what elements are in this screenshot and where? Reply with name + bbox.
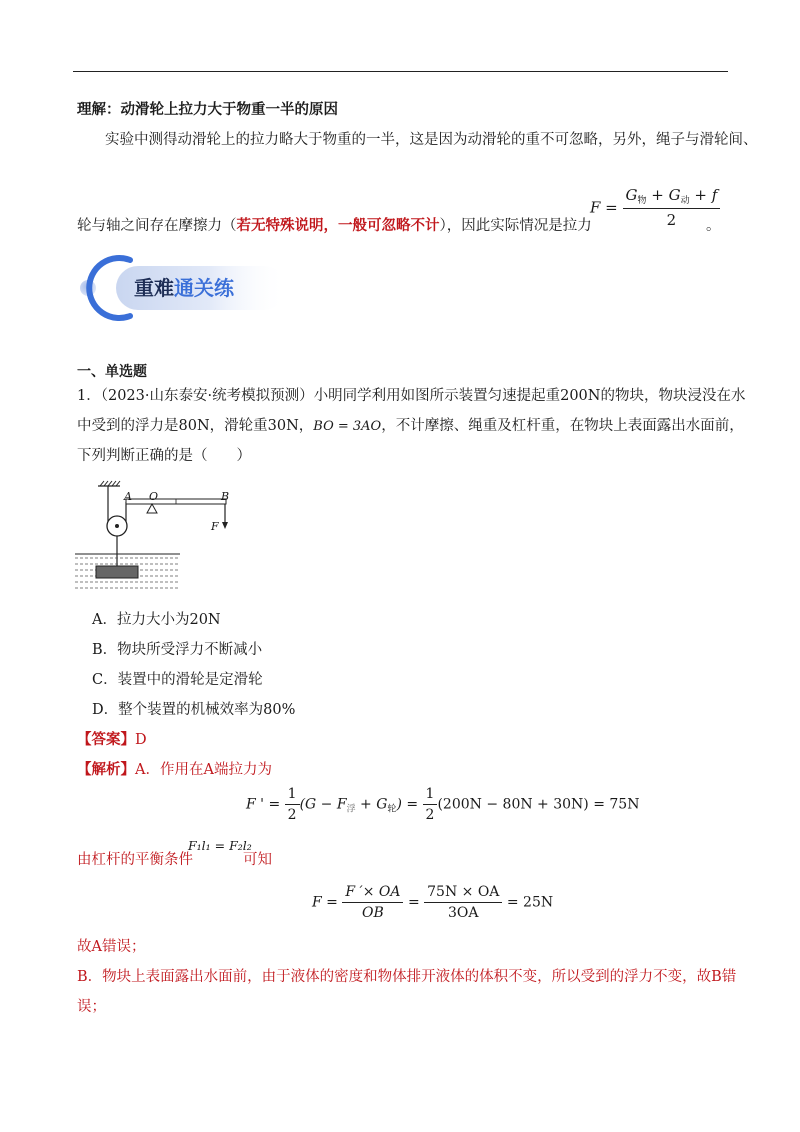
line2-post: ），因此实际情况是拉力 (439, 218, 592, 234)
frac-denominator: 2 (287, 807, 297, 823)
frac-denominator: 3OA (448, 905, 479, 921)
question-line1 (77, 386, 745, 406)
eq1-close: ) = (396, 796, 419, 813)
eq1-half (285, 786, 300, 823)
analysis-label: 【解析】 (77, 761, 135, 778)
frac-denominator: OB (362, 905, 384, 921)
plus-sign: + (646, 186, 669, 204)
plus-sign: + (689, 186, 712, 204)
header-rule (73, 71, 728, 72)
understanding-heading: 理解：动滑轮上拉力大于物重一半的原因 (77, 101, 338, 118)
answer-line (77, 730, 147, 750)
line2-pre: 轮与轴之间存在摩擦力（ (77, 218, 237, 234)
frac-numerator: 1 (285, 786, 300, 805)
lever-pulley-figure (70, 478, 240, 593)
frac-numerator: 75N × OA (424, 884, 502, 903)
frac-denominator: 2 (425, 807, 435, 823)
eq1-half-2 (423, 786, 438, 823)
analysis-a-wrong: 故A错误； (77, 939, 146, 955)
understanding-line2 (77, 216, 592, 236)
analysis-b-line1: B．物块上表面露出水面前，由于液体的密度和物体排开液体的体积不变，所以受到的浮力不变，故B错 (77, 969, 737, 985)
g-symbol: G (625, 186, 638, 204)
eq1-mid: + G (355, 796, 388, 813)
label-o: O (149, 490, 159, 503)
eq1-lhs: F ' = (246, 796, 281, 813)
banner-text-dark: 重难 (134, 276, 174, 300)
eq1-sub-wheel: 轮 (387, 804, 397, 815)
label-a: A (124, 490, 132, 503)
ratio-math: BO = 3AO (313, 419, 382, 434)
eq2-result: = 25N (506, 894, 554, 911)
formula-denominator: 2 (666, 211, 677, 229)
formula-lhs: F = (590, 198, 618, 217)
question-line3: 下列判断正确的是（ ） (77, 448, 251, 464)
eq2-frac2 (424, 884, 502, 921)
frac-numerator: 1 (423, 786, 438, 805)
answer-value: D (135, 732, 147, 748)
answer-label: 【答案】 (77, 731, 135, 748)
eq2-frac1 (342, 884, 403, 921)
banner-text-blue: 通关练 (174, 276, 234, 300)
eq1-sub-float: 浮 (346, 804, 356, 815)
lever-post: 可知 (243, 852, 272, 868)
label-f: F (211, 520, 219, 533)
banner-title (134, 272, 234, 301)
question-text: 中受到的浮力是80N，滑轮重30N， (77, 418, 314, 434)
option-d[interactable]: D．整个装置的机械效率为80% (92, 702, 296, 718)
question-line2 (77, 416, 744, 437)
practice-banner (78, 252, 288, 322)
lever-pre: 由杠杆的平衡条件 (77, 852, 193, 868)
option-c[interactable]: C．装置中的滑轮是定滑轮 (92, 672, 263, 688)
line2-red-note: 若无特殊说明，一般可忽略不计 (236, 217, 440, 234)
frac-numerator: F ′× OA (342, 884, 403, 903)
pulley-formula (590, 186, 720, 229)
eq2-lhs: F = (312, 894, 338, 911)
section-title: 一、单选题 (77, 364, 147, 380)
formula-period: 。 (706, 218, 721, 234)
question-text: ，不计摩擦、绳重及杠杆重，在物块上表面露出水面前， (381, 418, 744, 434)
question-number: 1． (77, 388, 101, 404)
lever-balance-math: F₁l₁ = F₂l₂ (188, 838, 252, 853)
lever-condition-line (77, 850, 193, 870)
f-symbol: f (711, 186, 718, 204)
analysis-b-line2: 误； (77, 999, 106, 1015)
equation-force-f (312, 884, 553, 921)
option-b[interactable]: B．物块所受浮力不断减小 (92, 642, 263, 658)
eq1-values: (200N − 80N + 30N) = 75N (437, 796, 640, 813)
formula-numerator (623, 186, 721, 209)
analysis-intro: A．作用在A端拉力为 (135, 762, 272, 778)
equation-pull-force (246, 786, 639, 823)
analysis-intro-line (77, 760, 272, 780)
g-symbol: G (668, 186, 681, 204)
question-text: 小明同学利用如图所示装置匀速提起重200N的物块，物块浸没在水 (313, 388, 746, 404)
option-a[interactable]: A．拉力大小为20N (92, 612, 221, 628)
eq1-paren: (G − F (299, 796, 347, 813)
eq2-equals: = (407, 894, 420, 911)
label-b: B (221, 490, 230, 503)
g-sub-object: 物 (637, 196, 647, 206)
understanding-line1: 实验中测得动滑轮上的拉力略大于物重的一半，这是因为动滑轮的重不可忽略，另外，绳子与滑轮间、 (105, 132, 758, 148)
g-sub-pulley: 动 (680, 196, 690, 206)
question-source: （2023·山东泰安·统考模拟预测） (100, 388, 314, 404)
